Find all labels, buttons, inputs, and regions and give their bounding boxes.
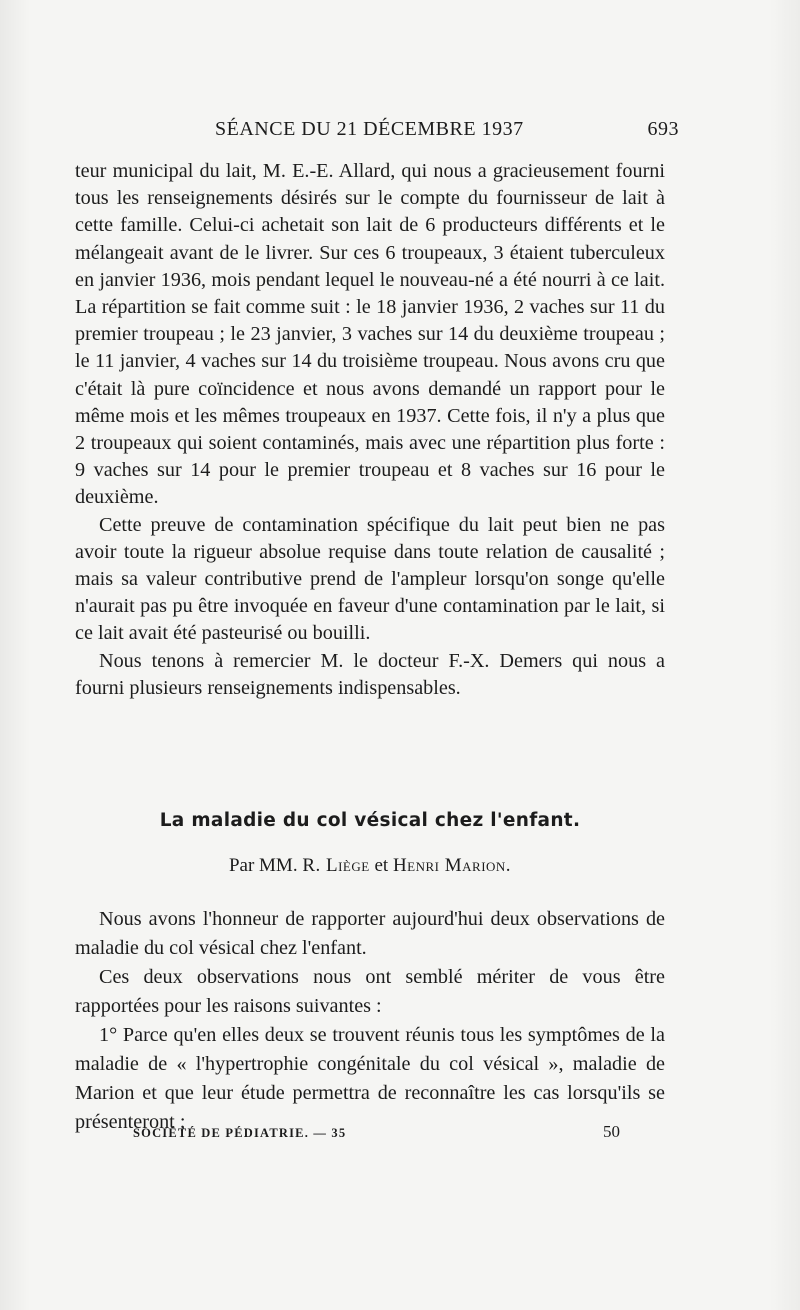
section-title: La maladie du col vésical chez l'enfant.	[159, 810, 581, 831]
author-2: Henri Marion.	[392, 855, 512, 876]
paragraph-1: teur municipal du lait, M. E.-E. Allard, qui nous a gracieusement fourni tous les renseignements désirés sur le compte du fournisseur de lait à cette famille. Celui-ci achetait son lait de 6 producteurs différents et le mélangeait avant de le livrer. Sur ces 6 troupeaux, 3 étaient tuberculeux en janvier 1936, mois pendant lequel le nouveau-né a été nourri à ce lait. La répartition se fait comme suit : le 18 janvier 1936, 2 vaches sur 11 du premier troupeau ; le 23 janvier, 3 vaches sur 14 du deuxième troupeau ; le 11 janvier, 4 vaches sur 14 du troisième troupeau. Nous avons cru que c'était là pure coïncidence et nous avons demandé un rapport pour le même mois et les mêmes troupeaux en 1937. Cette fois, il n'y a plus que 2 troupeaux qui soient contaminés, mais avec une répartition plus forte : 9 vaches sur 14 pour le premier troupeau et 8 vaches sur 16 pour le deuxième.	[75, 160, 665, 509]
signature-mark: SOCIÉTÉ DE PÉDIATRIE. — 35	[133, 1126, 347, 1140]
author-1: R. Liège	[302, 855, 370, 876]
sheet-number: 50	[603, 1122, 620, 1141]
running-head	[75, 118, 679, 148]
paragraph-3: Nous tenons à remercier M. le docteur F.-X. Demers qui nous a fourni plusieurs renseignements indispensables.	[75, 649, 665, 699]
article-continuation	[75, 158, 665, 702]
new-article-body	[75, 905, 665, 1137]
paragraph-6: 1° Parce qu'en elles deux se trouvent réunis tous les symptômes de la maladie de « l'hypertrophie congénitale du col vésical », maladie de Marion et que leur étude permettra de reconnaître les cas lorsqu'ils se présenteront ;	[75, 1024, 665, 1133]
running-title: SÉANCE DU 21 DÉCEMBRE 1937	[215, 118, 524, 140]
paragraph-2: Cette preuve de contamination spécifique du lait peut bien ne pas avoir toute la rigueur absolue requise dans toute relation de causalité ; mais sa valeur contributive prend de l'ampleur lorsqu'on songe qu'elle n'aurait pas pu être invoquée en faveur d'une contamination par le lait, si ce lait avait été pasteurisé ou bouilli.	[75, 513, 665, 645]
page-number: 693	[647, 118, 679, 140]
byline-prefix: Par MM.	[228, 855, 298, 876]
paragraph-4: Nous avons l'honneur de rapporter aujourd'hui deux observations de maladie du col vésical chez l'enfant.	[75, 908, 665, 959]
byline	[75, 855, 665, 877]
page-footer	[75, 1122, 620, 1146]
byline-and: et	[374, 855, 389, 876]
paragraph-5: Ces deux observations nous ont semblé mériter de vous être rapportées pour les raisons suivantes :	[75, 966, 665, 1017]
